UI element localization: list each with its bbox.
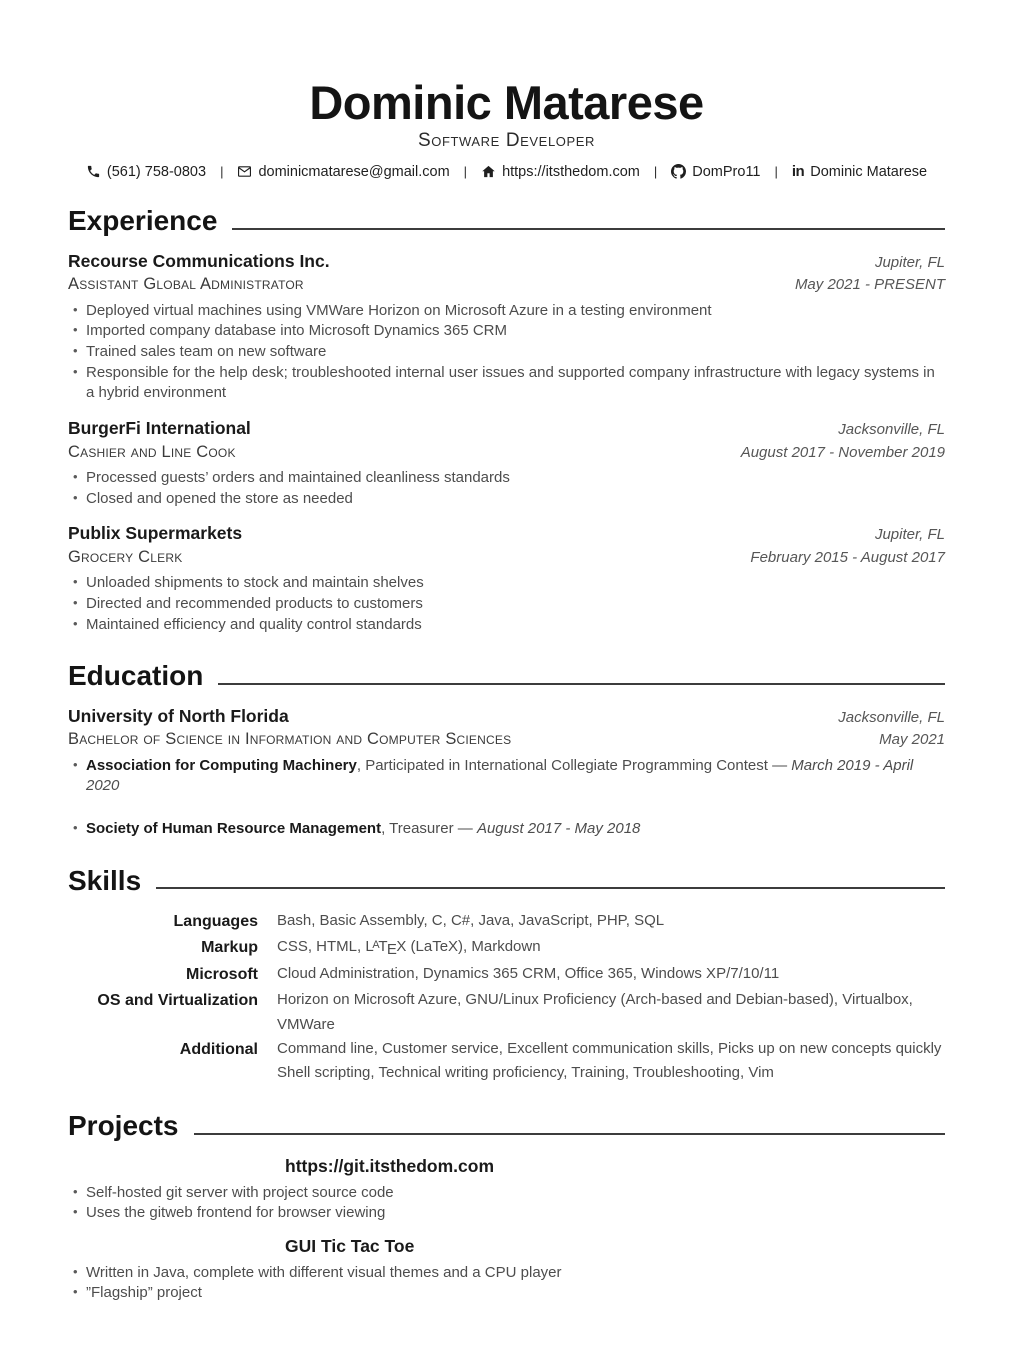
club-dates: March 2019 - April 2020 <box>86 756 914 795</box>
bullet-item: • Unloaded shipments to stock and maintain shelves <box>68 573 945 594</box>
job-entry <box>68 250 945 404</box>
job-location: Jacksonville, FL <box>838 421 945 439</box>
section-experience-heading <box>68 206 945 235</box>
section-projects-heading <box>68 1111 945 1140</box>
section-rule <box>218 683 945 685</box>
skill-row <box>68 988 945 1037</box>
bullet-item: • Written in Java, complete with different visual themes and a CPU player <box>68 1263 945 1284</box>
section-title: Experience <box>68 205 218 237</box>
club-item <box>68 756 945 797</box>
project-name[interactable]: https://git.itsthedom.com <box>285 1155 495 1176</box>
job-dates: February 2015 - August 2017 <box>750 548 945 566</box>
project-bullets <box>68 1183 945 1224</box>
phone-icon <box>86 164 101 179</box>
contact-bar <box>68 163 945 180</box>
job-role: Grocery Clerk <box>68 547 183 566</box>
skill-list: CSS, HTML, $L^ATEX$ (LaTeX), Markdown <box>277 937 541 959</box>
bullet-item: • ”Flagship” project <box>68 1283 945 1304</box>
skill-list <box>277 1037 941 1086</box>
company-name: Publix Supermarkets <box>68 523 243 544</box>
school-name: University of North Florida <box>68 705 289 726</box>
section-title: Education <box>68 660 204 692</box>
contact-website[interactable] <box>481 164 640 180</box>
contact-phone <box>86 164 206 180</box>
section-title: Projects <box>68 1110 179 1142</box>
resume-header <box>68 78 945 180</box>
section-rule <box>156 887 945 889</box>
skill-category: Additional <box>179 1040 258 1058</box>
skill-category: Microsoft <box>186 966 258 984</box>
bullet-item: • Processed guests’ orders and maintained cleanliness standards <box>68 468 945 489</box>
job-role: Assistant Global Administrator <box>68 275 304 294</box>
contact-separator: | <box>653 164 658 180</box>
phone-number: (561) 758-0803 <box>106 163 207 180</box>
school-location: Jacksonville, FL <box>838 708 945 726</box>
person-title: Software Developer <box>417 130 596 152</box>
section-rule <box>194 1133 946 1135</box>
skill-list-line: Shell scripting, Technical writing proficiency, Training, Troubleshooting, Vim <box>277 1064 774 1082</box>
job-role: Cashier and Line Cook <box>68 442 236 461</box>
bullet-item: • Deployed virtual machines using VMWare Horizon on Microsoft Azure in a testing environment <box>68 301 945 322</box>
email-address[interactable]: dominicmatarese@gmail.com <box>258 163 450 180</box>
project-entry <box>68 1235 945 1304</box>
company-name: Recourse Communications Inc. <box>68 250 330 271</box>
bullet-item: • Closed and opened the store as needed <box>68 489 945 510</box>
job-bullets <box>68 301 945 404</box>
education-bullets <box>68 756 945 840</box>
job-location: Jupiter, FL <box>874 253 945 271</box>
job-entry <box>68 522 945 635</box>
contact-github[interactable] <box>671 164 760 180</box>
project-bullets <box>68 1263 945 1304</box>
bullet-item: • Self-hosted git server with project source code <box>68 1183 945 1204</box>
graduation-date: May 2021 <box>879 731 945 749</box>
club-dates: August 2017 - May 2018 <box>476 819 641 837</box>
bullet-item: • Responsible for the help desk; troubleshooted internal user issues and supported company infrastructure with legacy systems in a hybrid environment <box>68 363 945 404</box>
job-bullets <box>68 573 945 635</box>
club-name: Society of Human Resource Management <box>86 819 382 837</box>
linkedin-icon: in <box>791 163 805 181</box>
website-url[interactable]: https://itsthedom.com <box>502 163 640 180</box>
club-name: Association for Computing Machinery <box>86 756 357 774</box>
job-location: Jupiter, FL <box>874 526 945 544</box>
skill-row <box>68 909 945 935</box>
job-entry <box>68 417 945 509</box>
job-bullets <box>68 468 945 509</box>
skill-list: Horizon on Microsoft Azure, GNU/Linux Proficiency (Arch-based and Debian-based), Virtualbox, VMWare <box>277 991 913 1033</box>
person-name: Dominic Matarese <box>309 76 704 129</box>
skill-row <box>68 1037 945 1086</box>
club-item <box>68 819 945 840</box>
bullet-item: • Directed and recommended products to customers <box>68 594 945 615</box>
contact-separator: | <box>220 164 224 180</box>
bullet-item: • Imported company database into Microsoft Dynamics 365 CRM <box>68 321 945 342</box>
project-entry <box>68 1155 945 1224</box>
degree: Bachelor of Science in Information and Computer Sciences <box>68 730 512 749</box>
contact-email[interactable] <box>237 164 449 180</box>
bullet-item: • Trained sales team on new software <box>68 342 945 363</box>
home-icon <box>481 164 496 179</box>
club-detail: , Treasurer — <box>381 819 477 837</box>
contact-separator: | <box>463 164 468 180</box>
skill-category: Markup <box>201 938 258 956</box>
section-education-heading <box>68 661 945 690</box>
github-username[interactable]: DomPro11 <box>692 163 761 180</box>
skill-list-line: Command line, Customer service, Excellent communication skills, Picks up on new concepts quickly <box>277 1039 942 1057</box>
skill-category: OS and Virtualization <box>97 992 258 1010</box>
club-detail: , Participated in International Collegiate Programming Contest — <box>356 756 792 774</box>
education-entry <box>68 705 945 840</box>
company-name: BurgerFi International <box>68 418 251 439</box>
latex-logo: $L^ATEX$ <box>365 937 407 959</box>
envelope-icon <box>237 164 252 179</box>
skill-list: Cloud Administration, Dynamics 365 CRM, Office 365, Windows XP/7/10/11 <box>277 965 780 983</box>
skill-list: Bash, Basic Assembly, C, C#, Java, JavaScript, PHP, SQL <box>277 912 665 930</box>
job-dates: May 2021 - PRESENT <box>794 276 945 294</box>
bullet-item: • Maintained efficiency and quality control standards <box>68 615 945 636</box>
section-title: Skills <box>68 864 142 896</box>
skill-category: Languages <box>173 913 258 931</box>
skill-row <box>68 935 945 962</box>
github-icon <box>671 164 686 179</box>
skills-table <box>68 909 945 1085</box>
section-rule <box>232 228 945 230</box>
skill-row <box>68 962 945 988</box>
contact-linkedin[interactable] <box>792 163 927 180</box>
job-dates: August 2017 - November 2019 <box>740 443 945 461</box>
section-skills-heading <box>68 866 945 895</box>
contact-separator: | <box>774 164 778 180</box>
project-name: GUI Tic Tac Toe <box>285 1235 415 1256</box>
linkedin-name[interactable]: Dominic Matarese <box>810 163 928 180</box>
bullet-item: • Uses the gitweb frontend for browser viewing <box>68 1203 945 1224</box>
